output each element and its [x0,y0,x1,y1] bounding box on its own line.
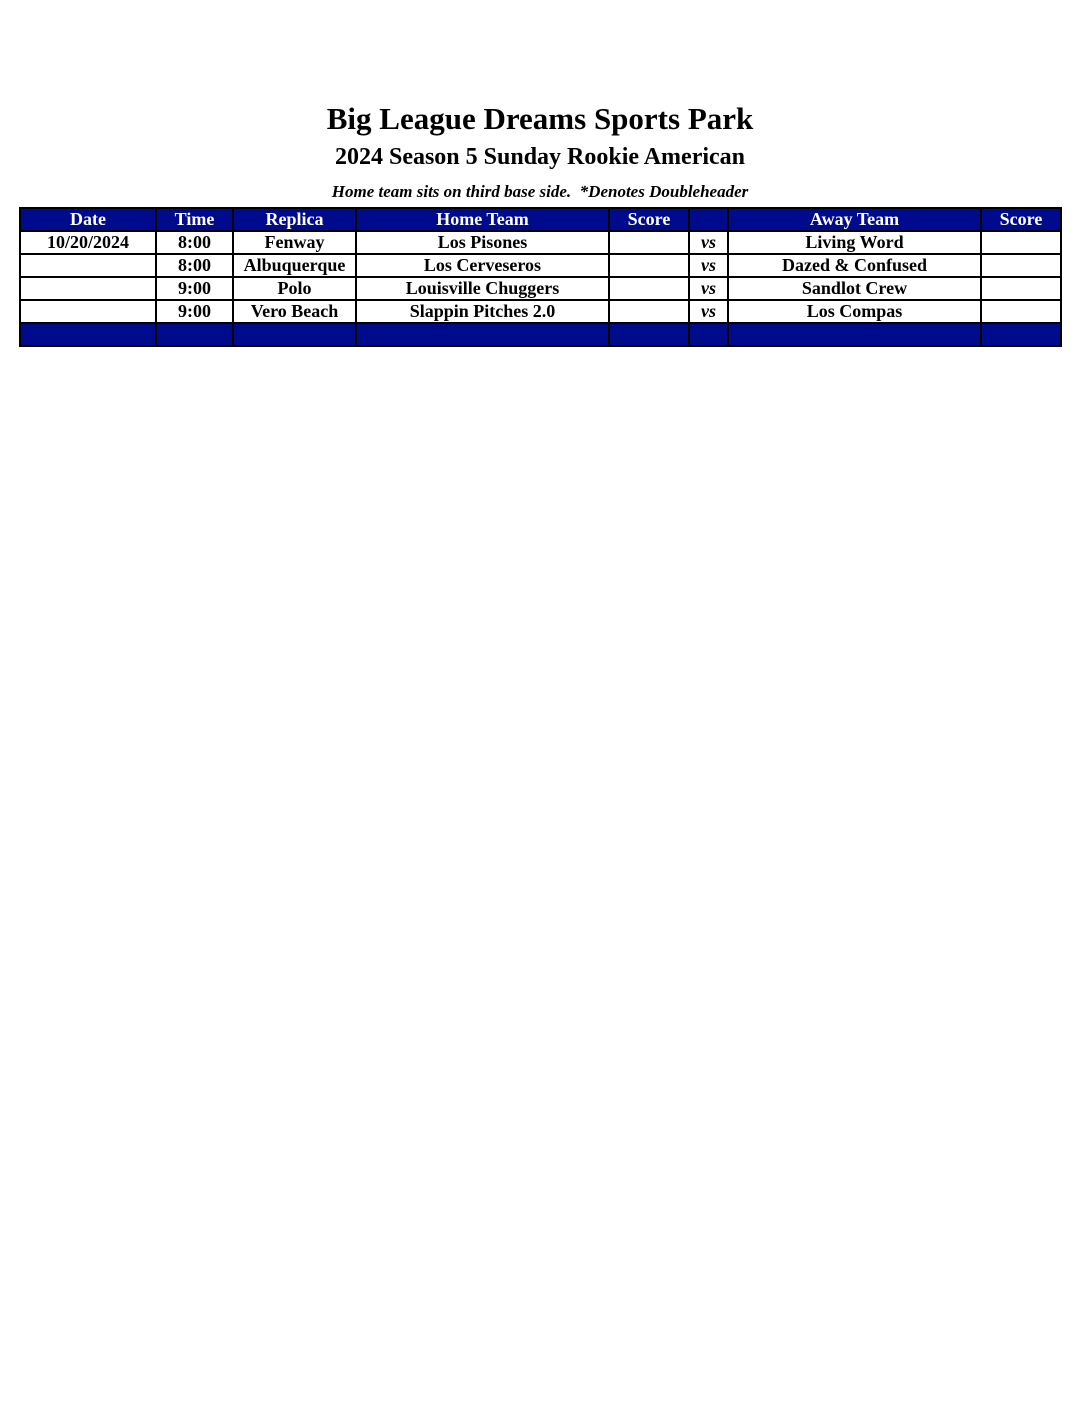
cell-home-score [609,254,689,277]
schedule-table [19,207,1062,347]
cell-date: 10/20/2024 [20,231,156,254]
cell-home-team: Louisville Chuggers [356,277,609,300]
footer-cell [233,323,356,346]
cell-time: 8:00 [156,254,233,277]
cell-home-score [609,300,689,323]
page-title: Big League Dreams Sports Park [326,101,754,136]
footer-cell [156,323,233,346]
cell-away-team: Los Compas [728,300,981,323]
page-subtitle: 2024 Season 5 Sunday Rookie American [334,144,746,170]
table-row [20,254,1061,277]
column-header-home-team: Home Team [356,208,609,231]
column-header-away-score: Score [981,208,1061,231]
column-header-date: Date [20,208,156,231]
cell-date [20,254,156,277]
cell-away-team: Sandlot Crew [728,277,981,300]
cell-away-score [981,277,1061,300]
cell-home-team: Los Cerveseros [356,254,609,277]
column-header-replica: Replica [233,208,356,231]
cell-date [20,300,156,323]
table-footer-row [20,323,1061,346]
column-header-home-score: Score [609,208,689,231]
footer-cell [609,323,689,346]
cell-away-team: Dazed & Confused [728,254,981,277]
column-header-vs [689,208,728,231]
cell-time: 9:00 [156,277,233,300]
cell-vs: vs [689,300,728,323]
footer-cell [20,323,156,346]
cell-replica: Albuquerque [233,254,356,277]
table-header-row [20,208,1061,231]
cell-time: 9:00 [156,300,233,323]
cell-away-team: Living Word [728,231,981,254]
footer-cell [689,323,728,346]
column-header-time: Time [156,208,233,231]
cell-date [20,277,156,300]
table-row [20,231,1061,254]
cell-away-score [981,254,1061,277]
cell-vs: vs [689,254,728,277]
cell-home-team: Los Pisones [356,231,609,254]
column-header-away-team: Away Team [728,208,981,231]
cell-home-team: Slappin Pitches 2.0 [356,300,609,323]
footer-cell [981,323,1061,346]
page-note: Home team sits on third base side. *Denotes Doubleheader [331,182,749,201]
cell-away-score [981,300,1061,323]
table-row [20,300,1061,323]
cell-home-score [609,277,689,300]
cell-vs: vs [689,231,728,254]
footer-cell [356,323,609,346]
cell-time: 8:00 [156,231,233,254]
cell-replica: Fenway [233,231,356,254]
cell-away-score [981,231,1061,254]
cell-home-score [609,231,689,254]
cell-replica: Vero Beach [233,300,356,323]
table-row [20,277,1061,300]
footer-cell [728,323,981,346]
cell-vs: vs [689,277,728,300]
cell-replica: Polo [233,277,356,300]
